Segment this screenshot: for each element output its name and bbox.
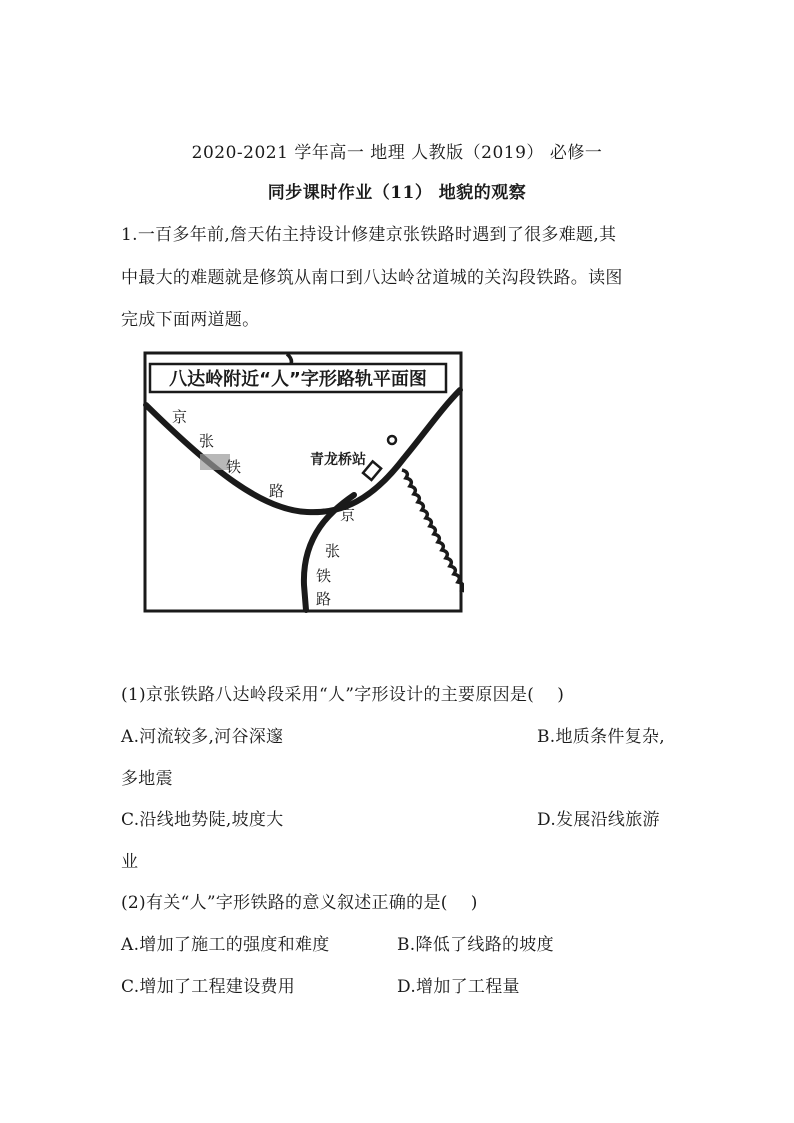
station-label: 青龙桥站	[310, 452, 366, 468]
upper-line-char-3: 铁	[226, 458, 242, 476]
question-intro-line-1: 1.一百多年前,詹天佑主持设计修建京张铁路时遇到了很多难题,其	[121, 225, 617, 245]
map-title: 八达岭附近“人”字形路轨平面图	[169, 369, 427, 390]
question-intro-line-3: 完成下面两道题。	[121, 310, 260, 330]
sub-question-2-option-c: C.增加了工程建设费用	[121, 977, 296, 997]
question-intro-line-2: 中最大的难题就是修筑从南口到八达岭岔道城的关沟段铁路。读图	[121, 268, 623, 288]
sub-question-1-option-b-wrap: 多地震	[121, 769, 173, 789]
railway-map-svg	[142, 350, 464, 615]
document-title: 2020-2021 学年高一 地理 人教版（2019） 必修一	[191, 143, 603, 163]
lower-line-char-4: 路	[316, 590, 332, 608]
sub-question-2-option-b: B.降低了线路的坡度	[397, 935, 554, 955]
sub-question-1-option-a: A.河流较多,河谷深邃	[121, 727, 284, 747]
sub-question-1-option-d-wrap: 业	[121, 852, 139, 872]
sub-question-1-option-b: B.地质条件复杂,	[537, 727, 665, 747]
upper-line-char-2: 张	[199, 432, 215, 450]
railway-map-figure	[142, 350, 464, 615]
upper-line-char-4: 路	[269, 482, 285, 500]
upper-line-char-1: 京	[172, 408, 188, 426]
document-subtitle: 同步课时作业（11） 地貌的观察	[267, 183, 527, 203]
sub-question-1-option-d: D.发展沿线旅游	[537, 810, 660, 830]
sub-question-1-stem: (1)京张铁路八达岭段采用“人”字形设计的主要原因是( )	[121, 685, 565, 705]
lower-line-char-2: 张	[325, 542, 341, 560]
sub-question-2-stem: (2)有关“人”字形铁路的意义叙述正确的是( )	[121, 893, 478, 913]
sub-question-2-option-a: A.增加了施工的强度和难度	[121, 935, 330, 955]
sub-question-1-option-c: C.沿线地势陡,坡度大	[121, 810, 284, 830]
lower-line-char-1: 京	[340, 506, 356, 524]
lower-line-char-3: 铁	[316, 567, 332, 585]
sub-question-2-option-d: D.增加了工程量	[397, 977, 520, 997]
